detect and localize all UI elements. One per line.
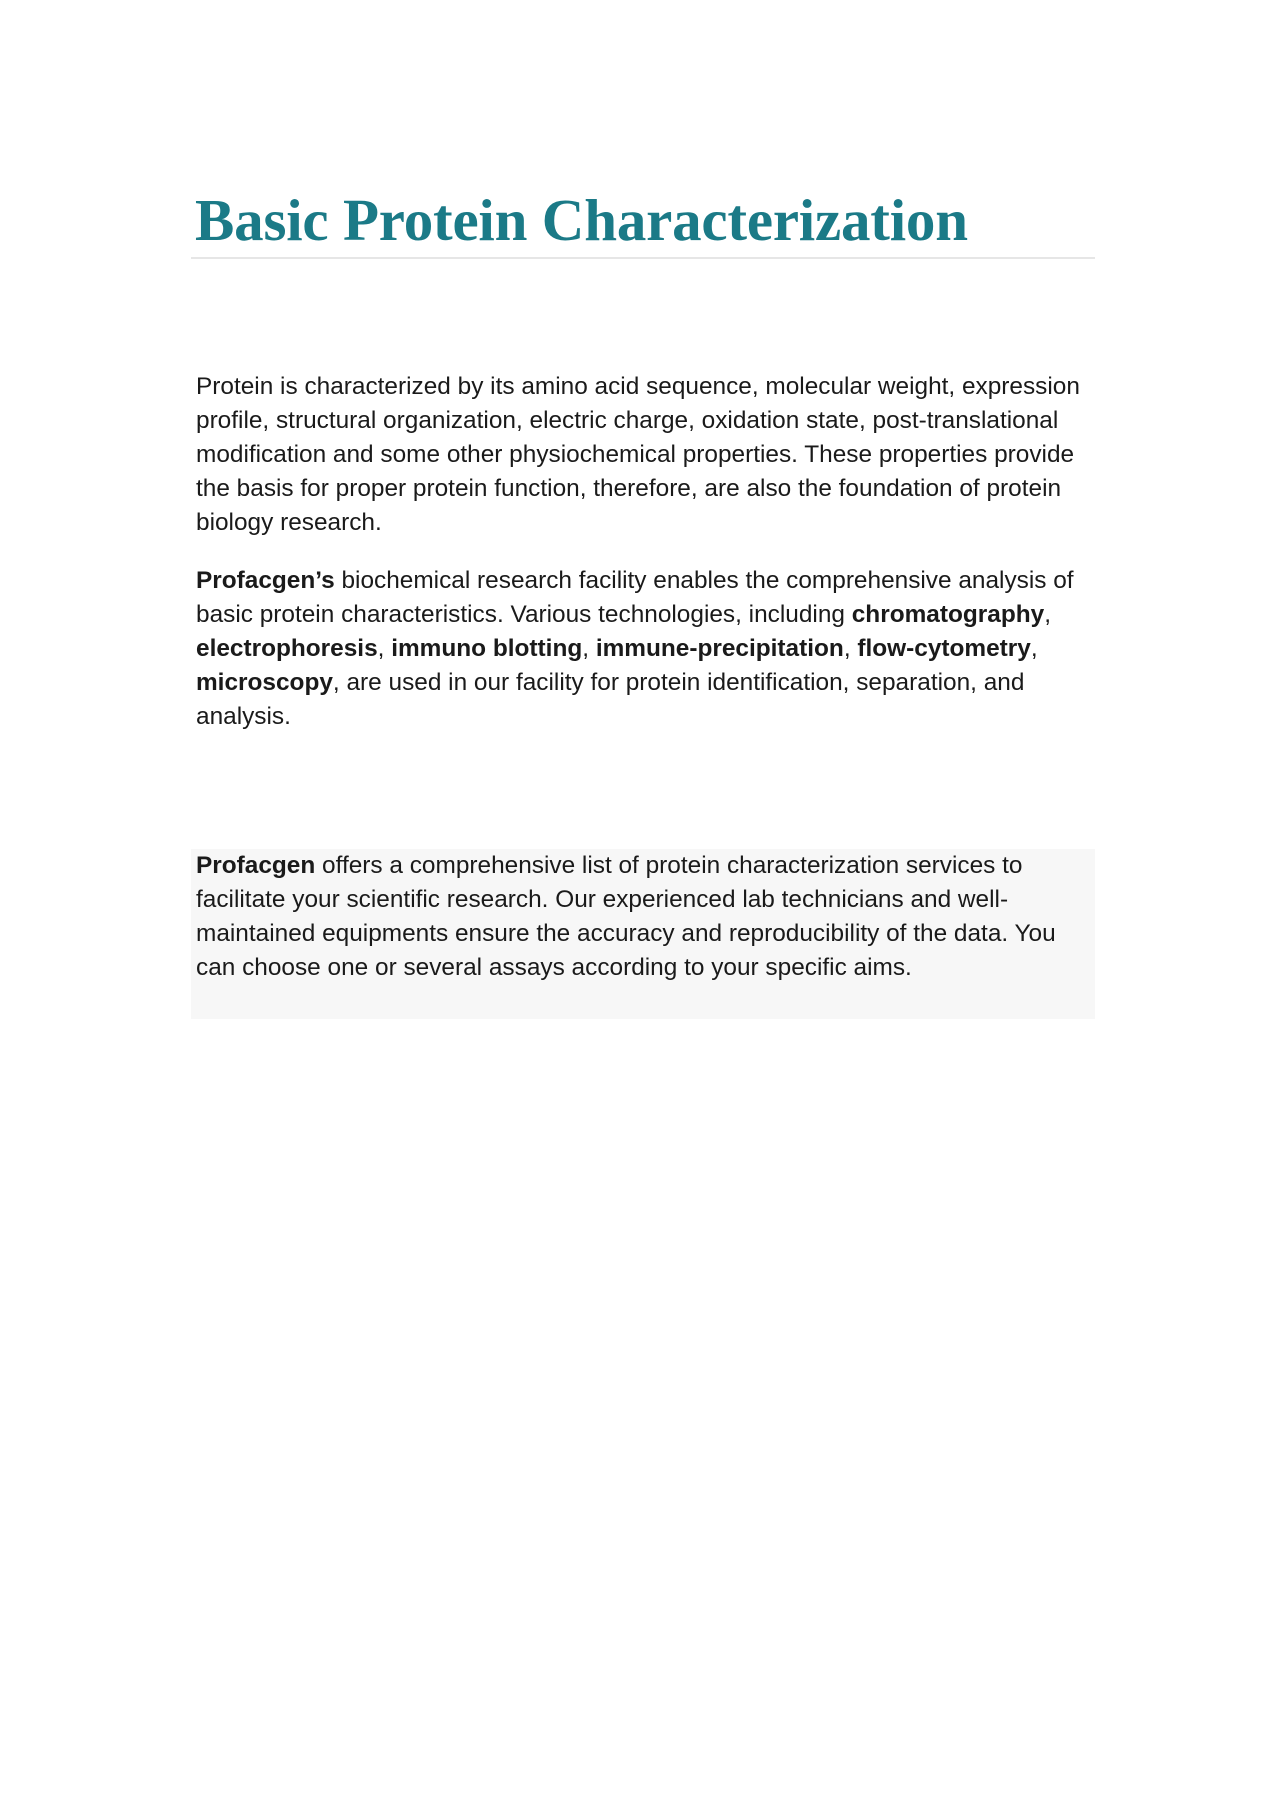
technology-chromatography: chromatography	[851, 601, 1045, 628]
separator: ,	[1044, 601, 1051, 628]
separator: ,	[1030, 635, 1038, 662]
technology-microscopy: microscopy	[196, 669, 333, 696]
separator: ,	[377, 635, 392, 662]
technology-electrophoresis: electrophoresis	[196, 635, 378, 662]
services-callout-box	[191, 849, 1095, 1019]
intro-paragraph: Protein is characterized by its amino acid sequence, molecular weight, expression profile, structural organization, electric charge, oxidation state, post-translational modification and some other physiochemical properties. These properties provide the basis for proper protein function, therefore, are also the foundation of protein biology research.	[196, 373, 1080, 536]
title-divider	[191, 257, 1095, 259]
document-page	[191, 0, 1095, 1019]
facility-paragraph	[191, 564, 1095, 734]
callout-paragraph	[191, 849, 1095, 985]
separator: ,	[843, 635, 858, 662]
facility-text-end: , are used in our facility for protein identification, separation, and analysis.	[196, 669, 1025, 730]
technology-immune-precipitation: immune-precipitation	[595, 635, 844, 662]
company-name: Profacgen	[196, 852, 316, 879]
facility-text-start: biochemical research facility enables the comprehensive analysis of basic protein characteristics. Various technologies, including	[196, 567, 1074, 628]
separator: ,	[582, 635, 596, 662]
company-name: Profacgen’s	[196, 567, 335, 594]
page-title: Basic Protein Characterization	[195, 187, 968, 253]
callout-text: offers a comprehensive list of protein characterization services to facilitate your scientific research. Our experienced lab technicians and well-maintained equipments ensure the accuracy and reproducibility of the data. You can choose one or several assays according to your specific aims.	[196, 852, 1056, 981]
technology-immuno-blotting: immuno blotting	[391, 635, 583, 662]
technology-flow-cytometry: flow-cytometry	[857, 635, 1031, 662]
